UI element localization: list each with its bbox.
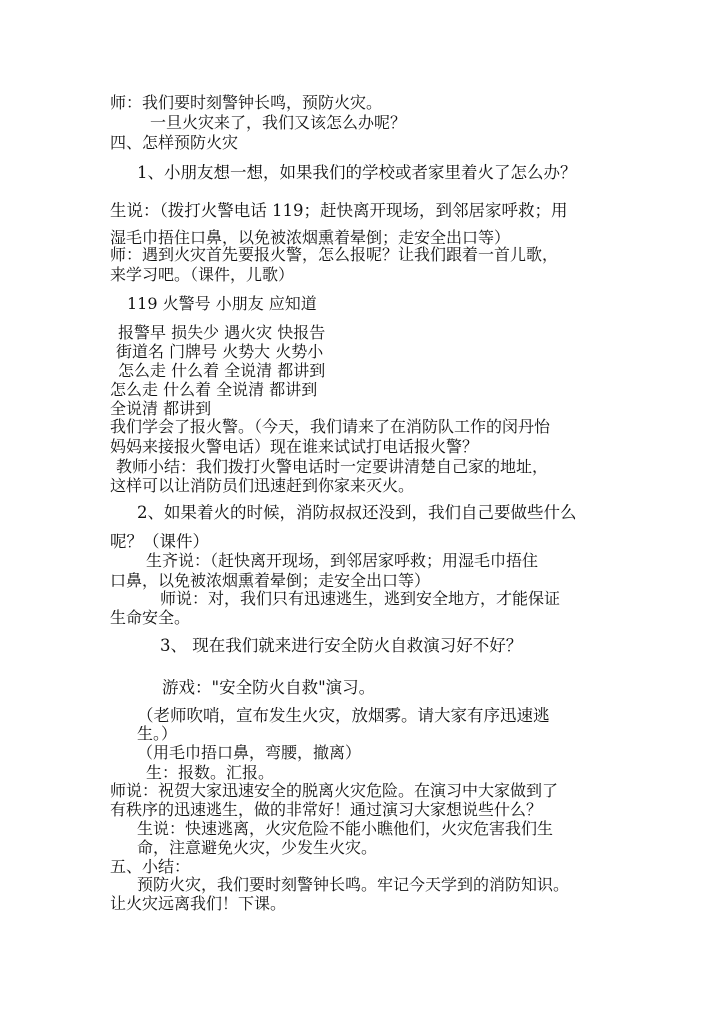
text-line: 师：我们要时刻警钟长鸣，预防火灾。: [110, 93, 383, 112]
text-line: 生：报数。汇报。: [146, 763, 275, 782]
text-line: 3、 现在我们就来进行安全防火自救演习好不好？: [160, 636, 523, 655]
song-line: 怎么走 什么着 全说清 都讲到: [118, 361, 326, 380]
text-line: 生命安全。: [110, 608, 191, 627]
song-line: 119 火警号 小朋友 应知道: [127, 294, 317, 313]
song-line: 报警早 损失少 遇火灾 快报告: [118, 323, 326, 342]
text-line: 教师小结：我们拨打火警电话时一定要讲清楚自己家的地址，: [116, 457, 549, 476]
text-line: 妈妈来接报火警电话）现在谁来试试打电话报火警？: [110, 437, 479, 456]
text-line: 我们学会了报火警。（今天，我们请来了在消防队工作的闵丹怡: [110, 417, 551, 436]
text-line: 预防火灾，我们要时刻警钟长鸣。牢记今天学到的消防知识。: [137, 875, 570, 894]
text-line: 2、如果着火的时候，消防叔叔还没到，我们自己要做些什么: [137, 503, 577, 522]
text-line: 师：遇到火灾首先要报火警，怎么报呢？让我们跟着一首儿歌，: [110, 245, 559, 264]
text-line: 这样可以让消防员们迅速赶到你家来灭火。: [110, 476, 415, 495]
text-line: 一旦火灾来了，我们又该怎么办呢？: [150, 113, 407, 132]
text-line: 师说：对，我们只有迅速逃生，逃到安全地方，才能保证: [160, 589, 561, 608]
text-line: 命，注意避免火灾，少发生火灾。: [137, 838, 378, 857]
text-line: 湿毛巾捂住口鼻，以免被浓烟熏着晕倒；走安全出口等）: [110, 228, 511, 247]
text-line: 呢？（课件）: [110, 532, 209, 551]
song-line: 全说清 都讲到: [110, 399, 212, 418]
text-line: 口鼻，以免被浓烟熏着晕倒；走安全出口等）: [110, 571, 431, 590]
song-line: 怎么走 什么着 全说清 都讲到: [110, 380, 318, 399]
text-line: 让火灾远离我们！下课。: [110, 894, 287, 913]
song-line: 街道名 门牌号 火势大 火势小: [116, 342, 324, 361]
text-line: 来学习吧。（课件，儿歌）: [110, 265, 295, 284]
text-line: 生。）: [137, 724, 178, 743]
text-line: 生齐说：（赶快离开现场，到邻居家呼救；用湿毛巾捂住: [146, 551, 539, 570]
section-heading: 五、小结：: [110, 857, 191, 876]
text-line: 游戏："安全防火自救"演习。: [162, 678, 376, 697]
section-heading: 四、怎样预防火灾: [110, 133, 239, 152]
text-line: （用毛巾捂口鼻，弯腰，撤离）: [137, 743, 362, 762]
text-line: 生说：（拨打火警电话 119；赶快离开现场，到邻居家呼救；用: [110, 201, 568, 220]
text-line: 1、小朋友想一想，如果我们的学校或者家里着火了怎么办？: [137, 163, 577, 182]
text-line: 生说：快速逃离，火灾危险不能小瞧他们，火灾危害我们生: [137, 819, 554, 838]
text-line: 师说：祝贺大家迅速安全的脱离火灾危险。在演习中大家做到了: [110, 781, 559, 800]
text-line: （老师吹哨，宣布发生火灾，放烟雾。请大家有序迅速逃: [137, 706, 550, 725]
text-line: 有秩序的迅速逃生，做的非常好！通过演习大家想说些什么？: [110, 800, 543, 819]
